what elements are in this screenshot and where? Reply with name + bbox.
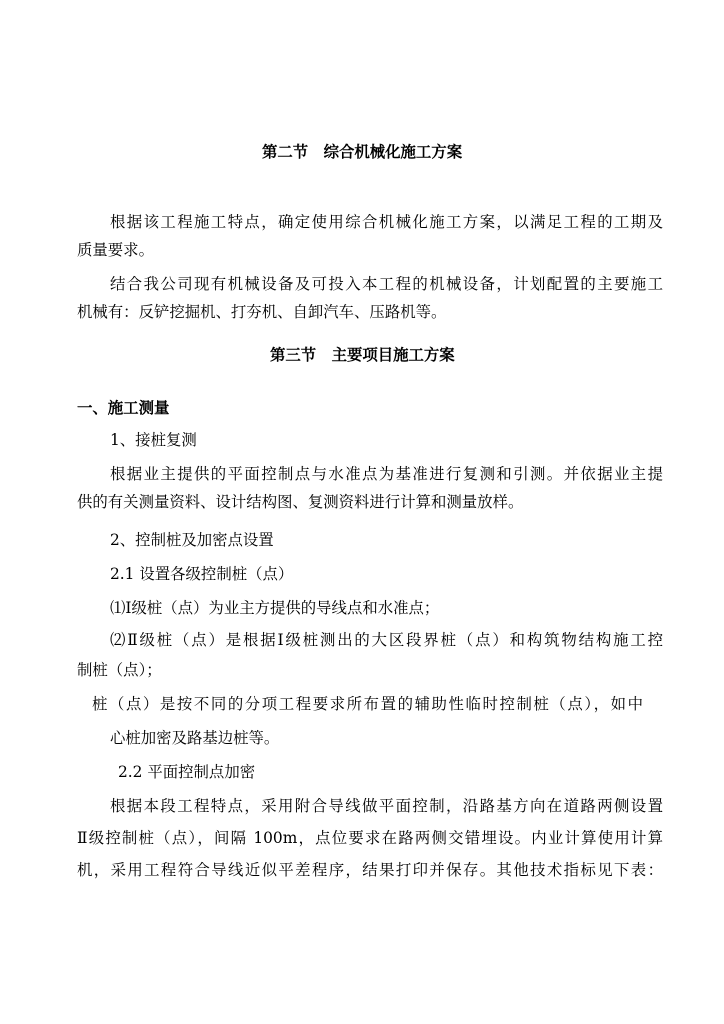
paragraph-4-line-3: 机，采用工程符合导线近似平差程序，结果打印并保存。其他技术指标见下表： bbox=[77, 861, 663, 879]
paragraph-2-line-1: 结合我公司现有机械设备及可投入本工程的机械设备，计划配置的主要施工 bbox=[110, 275, 663, 293]
level-3-stake-line-2: 心桩加密及路基边桩等。 bbox=[110, 729, 280, 747]
level-2-stake-line-1: ⑵Ⅱ级桩（点）是根据Ⅰ级桩测出的大区段界桩（点）和构筑物结构施工控 bbox=[110, 631, 663, 649]
paragraph-4-line-2: Ⅱ级控制桩（点），间隔 100m，点位要求在路两侧交错埋设。内业计算使用计算 bbox=[77, 829, 663, 847]
section-3-title: 第三节 主要项目施工方案 bbox=[270, 346, 455, 364]
item-2-2-title: 2.2 平面控制点加密 bbox=[118, 763, 256, 781]
level-2-stake-line-2: 制桩（点）； bbox=[77, 661, 162, 679]
paragraph-3-line-2: 供的有关测量资料、设计结构图、复测资料进行计算和测量放样。 bbox=[77, 493, 524, 511]
paragraph-2-line-2: 机械有：反铲挖掘机、打夯机、自卸汽车、压路机等。 bbox=[77, 303, 447, 321]
paragraph-1-line-2: 质量要求。 bbox=[77, 241, 154, 259]
paragraph-4-line-1: 根据本段工程特点，采用附合导线做平面控制，沿路基方向在道路两侧设置 bbox=[110, 797, 663, 815]
paragraph-1-line-1: 根据该工程施工特点，确定使用综合机械化施工方案，以满足工程的工期及 bbox=[110, 213, 663, 231]
level-1-stake-text: ⑴Ⅰ级桩（点）为业主方提供的导线点和水准点； bbox=[110, 599, 440, 617]
paragraph-3-line-1: 根据业主提供的平面控制点与水准点为基准进行复测和引测。并依据业主提 bbox=[110, 465, 663, 483]
heading-construction-survey: 一、施工测量 bbox=[77, 399, 170, 417]
section-2-title: 第二节 综合机械化施工方案 bbox=[262, 143, 463, 161]
item-2-1-title: 2.1 设置各级控制桩（点） bbox=[110, 565, 294, 583]
item-1-title: 1、接桩复测 bbox=[110, 431, 197, 449]
item-2-title: 2、控制桩及加密点设置 bbox=[110, 531, 274, 549]
level-3-stake-line-1: 桩（点）是按不同的分项工程要求所布置的辅助性临时控制桩（点），如中 bbox=[92, 695, 643, 713]
